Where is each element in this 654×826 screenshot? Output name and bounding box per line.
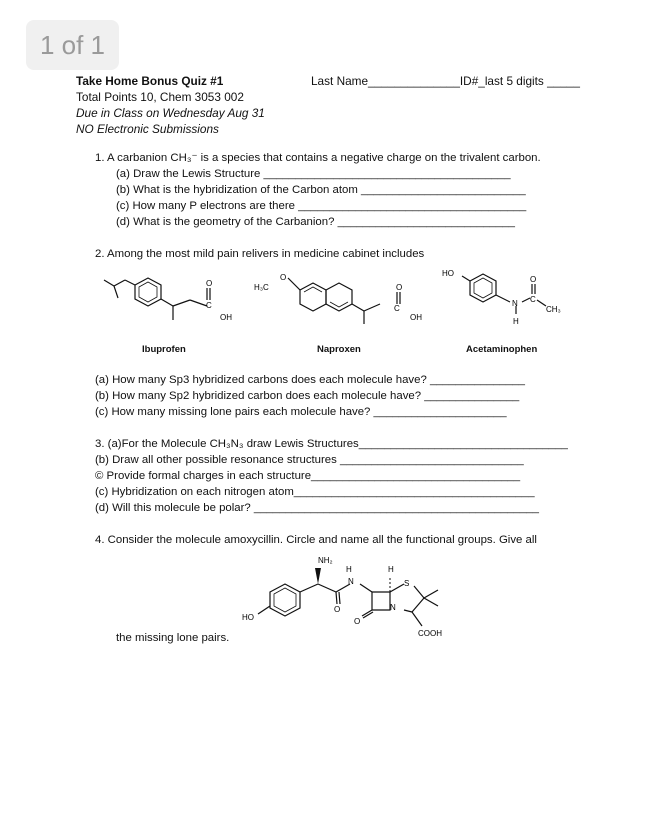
q3-part-d: (d) Will this molecule be polar? _____________________________________________ <box>95 502 539 514</box>
q1-part-d: (d) What is the geometry of the Carbanion? ____________________________ <box>116 216 515 228</box>
amoxycillin-cooh-group: COOH <box>418 629 442 638</box>
amoxycillin-lactam-o: O <box>354 617 361 626</box>
naproxen-c-atom: C <box>394 304 400 313</box>
naproxen-carbonyl-o: O <box>396 283 403 292</box>
q2-part-c: (c) How many missing lone pairs each molecule have? _____________________ <box>95 406 507 418</box>
ibuprofen-c-atom: C <box>206 301 212 310</box>
acetaminophen-c-atom: C <box>530 295 536 304</box>
q4-tail: the missing lone pairs. <box>116 632 230 644</box>
quiz-title: Take Home Bonus Quiz #1 <box>76 74 224 88</box>
page-indicator[interactable]: 1 of 1 <box>26 20 119 70</box>
amoxycillin-ring-h: H <box>388 565 394 574</box>
naproxen-o-atom: O <box>280 273 287 282</box>
q4-stem: 4. Consider the molecule amoxycillin. Circle and name all the functional groups. Give all <box>95 534 537 546</box>
q1-stem: 1. A carbanion CH₃⁻ is a species that contains a negative charge on the trivalent carbon. <box>95 152 541 164</box>
submission-note: NO Electronic Submissions <box>76 122 219 136</box>
acetaminophen-structure <box>440 264 570 336</box>
q1-part-c: (c) How many P electrons are there ____________________________________ <box>116 200 527 212</box>
naproxen-h3c-group: H₃C <box>254 283 269 292</box>
amoxycillin-ho-group: HO <box>242 613 254 622</box>
last-name-field: Last Name______________ID#_last 5 digits _____ <box>311 74 580 88</box>
ibuprofen-label: Ibuprofen <box>142 344 186 355</box>
ibuprofen-o-atom: O <box>206 279 213 288</box>
amoxycillin-s-atom: S <box>404 579 410 588</box>
naproxen-oh-group: OH <box>410 313 422 322</box>
amoxycillin-amide-o: O <box>334 605 341 614</box>
acetaminophen-label: Acetaminophen <box>466 344 538 355</box>
naproxen-label: Naproxen <box>317 344 361 355</box>
amoxycillin-wedge-bond <box>315 568 321 584</box>
ibuprofen-structure <box>98 270 248 330</box>
naproxen-structure <box>252 268 432 330</box>
acetaminophen-ch3-group: CH₃ <box>546 305 561 314</box>
amoxycillin-amide-n: N <box>348 577 354 586</box>
q2-stem: 2. Among the most mild pain relivers in medicine cabinet includes <box>95 248 425 260</box>
q2-part-b: (b) How many Sp2 hybridized carbon does each molecule have? _______________ <box>95 390 520 402</box>
ibuprofen-oh-group: OH <box>220 313 232 322</box>
q2-part-a: (a) How many Sp3 hybridized carbons does each molecule have? _______________ <box>95 374 525 386</box>
due-date: Due in Class on Wednesday Aug 31 <box>76 106 265 120</box>
q1-part-b: (b) What is the hybridization of the Carbon atom __________________________ <box>116 184 526 196</box>
amoxycillin-amide-h: H <box>346 565 352 574</box>
q3-part-c-hybridization: (c) Hybridization on each nitrogen atom______________________________________ <box>95 486 535 498</box>
amoxycillin-nh2-group: NH₂ <box>318 556 333 565</box>
acetaminophen-n-atom: N <box>512 299 518 308</box>
total-points: Total Points 10, Chem 3053 002 <box>76 90 244 104</box>
q1-part-a: (a) Draw the Lewis Structure _______________________________________ <box>116 168 511 180</box>
q3-part-a: 3. (a)For the Molecule CH₃N₃ draw Lewis Structures_________________________________ <box>95 438 568 450</box>
acetaminophen-o-atom: O <box>530 275 537 284</box>
q3-part-b: (b) Draw all other possible resonance structures _____________________________ <box>95 454 524 466</box>
q3-part-c-formal-charges: © Provide formal charges in each structure_________________________________ <box>95 470 521 482</box>
acetaminophen-ho-group: HO <box>442 269 454 278</box>
amoxycillin-structure <box>238 550 468 642</box>
acetaminophen-h-atom: H <box>513 317 519 326</box>
amoxycillin-ring-n: N <box>390 603 396 612</box>
